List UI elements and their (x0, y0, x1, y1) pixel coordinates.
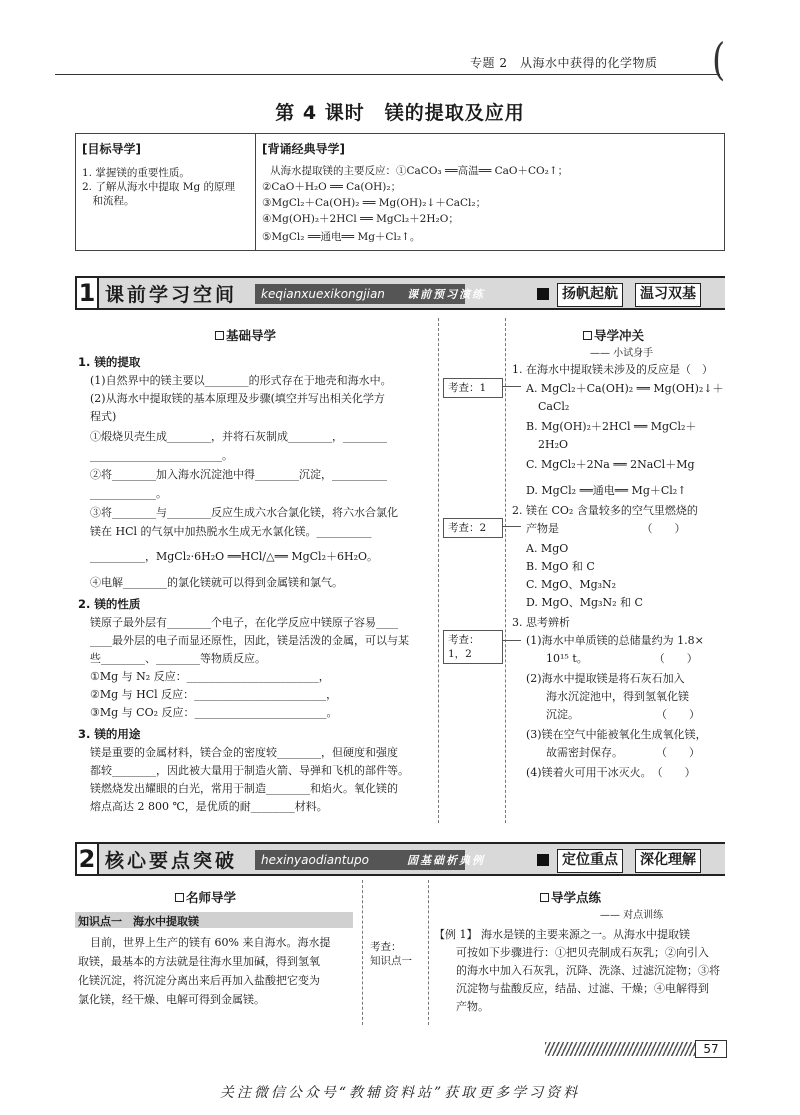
page-number: 57 (695, 1040, 727, 1058)
section-keyword: 定位重点 (557, 849, 623, 873)
exam-note: 考查：1 (443, 378, 503, 398)
reaction-line: 从海水提取镁的主要反应：①CaCO₃ ══高温══ CaO＋CO₂↑； (270, 165, 569, 177)
text-line: (1)自然界中的镁主要以________的形式存在于地壳和海水中。 (90, 374, 392, 387)
section-band-1 (75, 276, 725, 310)
question: 2. 镁在 CO₂ 含量较多的空气里燃烧的 (512, 504, 698, 517)
section-pinyin: keqianxuexikongjian (255, 284, 465, 304)
goal-item: 1. 掌握镁的重要性质。 (82, 167, 190, 179)
point-practice-heading (540, 888, 601, 906)
question: 1. 在海水中提取镁未涉及的反应是（ ） (512, 363, 713, 376)
text-line: 镁原子最外层有________个电子，在化学反应中镁原子容易____ (90, 616, 398, 629)
example-line: 可按如下步骤进行：①把贝壳制成石灰乳；②向引入 (456, 946, 709, 959)
option-cont: 2H₂O (538, 438, 569, 451)
option: D. MgCl₂ ══通电══ Mg＋Cl₂↑ (526, 484, 687, 497)
option: B. Mg(OH)₂＋2HCl ══ MgCl₂＋ (526, 420, 697, 433)
judge-item-cont: 海水沉淀池中，得到氢氧化镁 (546, 690, 689, 703)
option: A. MgO (526, 542, 569, 555)
exam-connector (503, 526, 521, 527)
text-line: 目前，世界上生产的镁有 60% 来自海水。海水提 (90, 936, 331, 949)
goal-item: 2. 了解从海水中提取 Mg 的原理 (82, 181, 236, 193)
objectives-divider (255, 133, 256, 251)
text-line: 些________、________等物质反应。 (90, 652, 266, 665)
column-divider (362, 880, 363, 1025)
exam-note-points: 知识点一 (370, 955, 412, 967)
exam-connector (503, 386, 521, 387)
exam-note (443, 630, 503, 664)
text-line: ④电解________的氯化镁就可以得到金属镁和氯气。 (90, 576, 343, 589)
text-line: ____最外层的电子而显还原性，因此，镁是活泼的金属，可以与某 (90, 634, 409, 647)
heading-text: 名师导学 (186, 890, 237, 905)
section-number: 2 (75, 842, 99, 876)
section-keyword: 深化理解 (635, 849, 701, 873)
text-line: ①Mg 与 N₂ 反应：________________________， (90, 670, 330, 683)
text-line: ①煅烧贝壳生成________，并将石灰制成________，________ (90, 430, 387, 443)
reaction-line: ④Mg(OH)₂＋2HCl ══ MgCl₂＋2H₂O； (262, 213, 459, 225)
knowledge-point-title: 知识点一 海水中提取镁 (78, 915, 199, 928)
judge-item-cont: 故需密封保存。 （ ） (546, 746, 700, 759)
section-keyword: 温习双基 (635, 283, 701, 307)
teacher-guide-heading (175, 888, 236, 906)
text-line: 氯化镁，经干燥、电解可得到金属镁。 (78, 993, 265, 1006)
option: C. MgO、Mg₃N₂ (526, 578, 617, 591)
topic-heading: 1. 镁的提取 (78, 355, 141, 369)
exam-connector (503, 640, 521, 641)
bookmark-icon (540, 893, 549, 902)
option: B. MgO 和 C (526, 560, 595, 573)
example-line: 的海水中加入石灰乳，沉降、洗涤、过滤沉淀物；③将 (456, 964, 720, 977)
subheading: —— 小试身手 (590, 348, 654, 359)
reaction-line: ②CaO＋H₂O ══ Ca(OH)₂； (262, 181, 402, 193)
section-keyword: 扬帆起航 (557, 283, 623, 307)
square-bullet-icon (537, 288, 549, 300)
section-band-2 (75, 842, 725, 876)
option-cont: CaCl₂ (538, 400, 570, 413)
option: D. MgO、Mg₃N₂ 和 C (526, 596, 643, 609)
section-title: 核心要点突破 (105, 850, 238, 872)
bookmark-icon (583, 331, 592, 340)
chapter-header: 专题 2 从海水中获得的化学物质 (470, 56, 658, 70)
judge-item: (4)镁着火可用干冰灭火。 （ ） (526, 766, 696, 779)
judge-item-cont: 10¹⁵ t。 （ ） (546, 652, 698, 665)
topic-heading: 2. 镁的性质 (78, 597, 141, 611)
text-line: ③将________与________反应生成六水合氯化镁，将六水合氯化 (90, 506, 398, 519)
text-line: 程式) (90, 410, 117, 423)
header-rule (55, 74, 720, 75)
text-line: 化镁沉淀，将沉淀分离出来后再加入盐酸把它变为 (78, 974, 320, 987)
text-line: 镁燃烧发出耀眼的白光，常用于制造________和焰火。氧化镁的 (90, 782, 398, 795)
heading-text: 导学点练 (551, 890, 602, 905)
text-line: ②Mg 与 HCl 反应：________________________， (90, 688, 338, 701)
recite-guide-title: [背诵经典导学] (262, 142, 345, 156)
text-line: ③Mg 与 CO₂ 反应：________________________。 (90, 706, 338, 719)
footer-note: 关注微信公众号“教辅资料站”获取更多学习资料 (219, 1085, 581, 1101)
topic-heading: 3. 镁的用途 (78, 727, 141, 741)
text-line: ②将________加入海水沉淀池中得________沉淀，__________ (90, 468, 387, 481)
text-line: 都较________，因此被大量用于制造火箭、导弹和飞机的部件等。 (90, 764, 409, 777)
question-cont: 产物是 （ ） (526, 522, 686, 535)
column-divider (505, 318, 506, 823)
exam-note (366, 938, 426, 972)
column-divider (428, 880, 429, 1025)
page-title: 第 4 课时 镁的提取及应用 (275, 102, 525, 124)
question: 3. 思考辨析 (512, 616, 570, 629)
example-line: 【例 1】 海水是镁的主要来源之一。从海水中提取镁 (434, 928, 690, 941)
section-number: 1 (75, 276, 99, 310)
text-line: 镁是重要的金属材料，镁合金的密度较________，但硬度和强度 (90, 746, 398, 759)
text-line: ________________________。 (90, 449, 233, 462)
goal-guide-title: [目标导学] (82, 142, 141, 156)
section-tagline: 固基础析典例 (407, 854, 485, 867)
text-line: (2)从海水中提取镁的基本原理及步骤(填空并写出相关化学方 (90, 392, 385, 405)
exam-note: 考查：2 (443, 518, 503, 538)
basic-guide-heading (215, 326, 276, 344)
judge-item-cont: 沉淀。 （ ） (546, 708, 700, 721)
text-line: 熔点高达 2 800 ℃，是优质的耐________材料。 (90, 800, 328, 813)
section-pinyin: hexinyaodiantupo (255, 850, 465, 870)
goal-item: 和流程。 (82, 195, 135, 207)
bookmark-icon (215, 331, 224, 340)
option: A. MgCl₂＋Ca(OH)₂ ══ Mg(OH)₂↓＋ (526, 382, 724, 395)
exam-note-label: 考查： (370, 941, 402, 953)
page-number-hatch (545, 1042, 695, 1056)
text-line: 取镁，最基本的方法就是往海水里加碱，得到氢氧 (78, 955, 320, 968)
subheading: —— 对点训练 (600, 910, 664, 921)
example-line: 沉淀物与盐酸反应，结晶、过滤、干燥；④电解得到 (456, 982, 709, 995)
judge-item: (2)海水中提取镁是将石灰石加入 (526, 672, 685, 685)
reaction-line: ⑤MgCl₂ ══通电══ Mg＋Cl₂↑。 (262, 231, 421, 243)
column-divider (438, 318, 439, 823)
judge-item: (3)镁在空气中能被氧化生成氧化镁， (526, 728, 707, 741)
option: C. MgCl₂＋2Na ══ 2NaCl＋Mg (526, 458, 695, 471)
reaction-line: ③MgCl₂＋Ca(OH)₂ ══ Mg(OH)₂↓＋CaCl₂； (262, 197, 487, 209)
exam-note-points: 1，2 (448, 648, 472, 660)
text-line: __________，MgCl₂·6H₂O ══HCl/△══ MgCl₂＋6H₂O。 (90, 550, 379, 563)
section-title: 课前学习空间 (105, 284, 238, 306)
exam-note-label: 考查： (448, 634, 480, 646)
square-bullet-icon (537, 854, 549, 866)
section-tagline: 课前预习演练 (407, 288, 485, 301)
text-line: 镁在 HCl 的气氛中加热脱水生成无水氯化镁。__________ (90, 525, 372, 538)
example-line: 产物。 (456, 1000, 489, 1013)
heading-text: 导学冲关 (594, 328, 645, 343)
bookmark-icon (175, 893, 184, 902)
heading-text: 基础导学 (226, 328, 277, 343)
header-brace-decoration: ( (712, 34, 726, 86)
judge-item: (1)海水中单质镁的总储量约为 1.8× (526, 634, 704, 647)
text-line: ____________。 (90, 487, 167, 500)
practice-heading (583, 326, 644, 344)
